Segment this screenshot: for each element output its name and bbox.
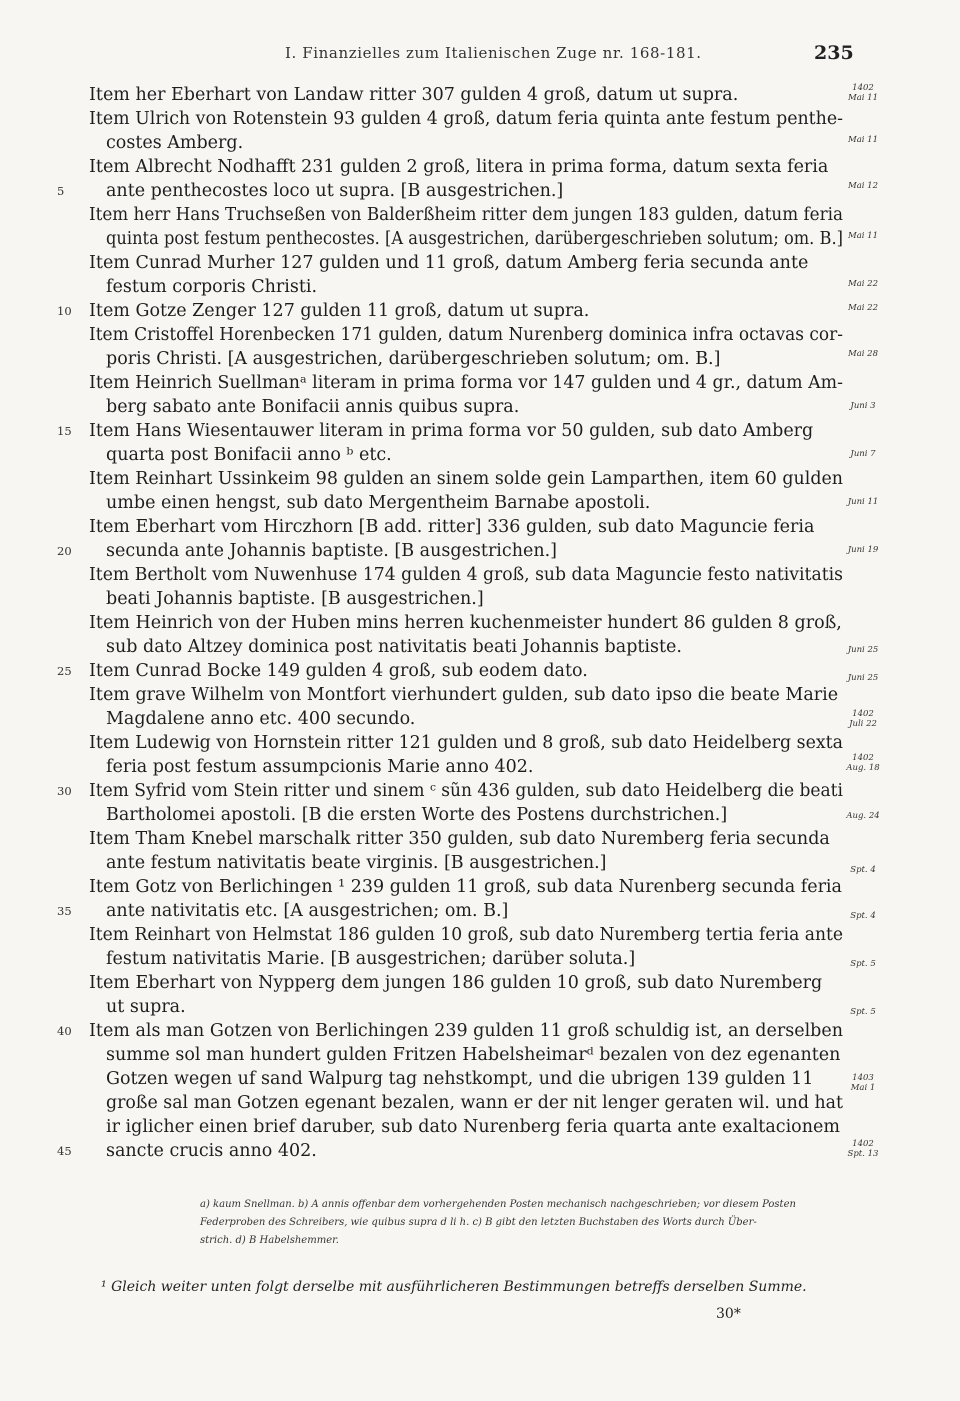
line-text: summe sol man hundert gulden Fritzen Habelsheimarᵈ bezalen von dez egenanten [106, 1045, 841, 1065]
line-text: Item als man Gotzen von Berlichingen 239 gulden 11 groß schuldig ist, an derselben [89, 1021, 843, 1041]
line-text: secunda ante Johannis baptiste. [B ausgestrichen.] [106, 541, 557, 561]
margin-date: Mai 12 [847, 181, 878, 191]
text-line [0, 1092, 960, 1115]
margin-date: Spt. 5 [850, 959, 876, 969]
page-header [0, 44, 960, 70]
margin-date: Mai 11 [847, 231, 878, 241]
line-number: 20 [57, 544, 72, 558]
footnote-line: strich. d) B Habelshemmer. [200, 1235, 339, 1246]
line-text: quinta post festum penthecostes. [A ausgestrichen, darübergeschrieben solutum; om. B.] [106, 229, 843, 249]
text-line [0, 276, 960, 299]
text-line [0, 540, 960, 563]
margin-date: Juni 3 [850, 401, 876, 411]
text-line [0, 420, 960, 443]
text-line [0, 1116, 960, 1139]
line-text: festum corporis Christi. [106, 277, 318, 297]
text-line [0, 924, 960, 947]
text-line [0, 1044, 960, 1067]
line-number: 5 [57, 184, 65, 198]
line-text: Item Heinrich von der Huben mins herren kuchenmeister hundert 86 gulden 8 groß, [89, 613, 842, 633]
line-number: 25 [57, 664, 72, 678]
line-text: Item Reinhart von Helmstat 186 gulden 10 groß, sub dato Nuremberg tertia feria ante [89, 925, 843, 945]
page-number: 235 [814, 42, 854, 64]
text-line [0, 708, 960, 731]
text-line [0, 948, 960, 971]
line-text: Item Ludewig von Hornstein ritter 121 gulden und 8 groß, sub dato Heidelberg sexta [89, 733, 843, 753]
margin-date: 1402 Juli 22 [849, 709, 877, 729]
text-line [0, 468, 960, 491]
line-text: große sal man Gotzen egenant bezalen, wann er der nit lenger geraten wil. und hat [106, 1093, 843, 1113]
text-line [0, 1020, 960, 1043]
text-line [0, 132, 960, 155]
line-text: Item Reinhart Ussinkeim 98 gulden an sinem solde gein Lamparthen, item 60 gulden [89, 469, 843, 489]
margin-date: Juni 25 [847, 673, 879, 683]
text-line [0, 492, 960, 515]
text-line [0, 684, 960, 707]
margin-date: 1402 Mai 11 [847, 83, 878, 103]
line-text: Gotzen wegen uf sand Walpurg tag nehstkompt, und die ubrigen 139 gulden 11 [106, 1069, 814, 1089]
text-line [0, 348, 960, 371]
text-line [0, 1140, 960, 1163]
line-number: 30 [57, 784, 72, 798]
line-text: berg sabato ante Bonifacii annis quibus supra. [106, 397, 520, 417]
text-line [0, 300, 960, 323]
text-line [0, 732, 960, 755]
line-text: ante nativitatis etc. [A ausgestrichen; om. B.] [106, 901, 509, 921]
line-number: 10 [57, 304, 72, 318]
margin-date: Juni 19 [847, 545, 879, 555]
line-text: poris Christi. [A ausgestrichen, darübergeschrieben solutum; om. B.] [106, 349, 721, 369]
line-text: Item Cunrad Bocke 149 gulden 4 groß, sub eodem dato. [89, 661, 588, 681]
apparatus-footnotes [200, 1196, 840, 1250]
margin-date: Juni 7 [850, 449, 876, 459]
line-text: Item Gotz von Berlichingen ¹ 239 gulden 11 groß, sub data Nurenberg secunda feria [89, 877, 842, 897]
margin-date: Aug. 24 [846, 811, 880, 821]
text-line [0, 972, 960, 995]
line-text: sub dato Altzey dominica post nativitatis beati Johannis baptiste. [106, 637, 682, 657]
line-text: costes Amberg. [106, 133, 244, 153]
line-text: ante penthecostes loco ut supra. [B ausgestrichen.] [106, 181, 564, 201]
text-line [0, 108, 960, 131]
line-text: sancte crucis anno 402. [106, 1141, 317, 1161]
line-text: Item Gotze Zenger 127 gulden 11 groß, datum ut supra. [89, 301, 590, 321]
line-text: Item grave Wilhelm von Montfort vierhundert gulden, sub dato ipso die beate Marie [89, 685, 839, 705]
line-text: Item Eberhart von Nypperg dem jungen 186 gulden 10 groß, sub dato Nuremberg [89, 973, 823, 993]
margin-date: Juni 11 [847, 497, 879, 507]
text-line [0, 372, 960, 395]
line-text: Item Heinrich Suellmanᵃ literam in prima forma vor 147 gulden und 4 gr., datum Am- [89, 373, 843, 393]
text-line [0, 660, 960, 683]
line-text: Item Ulrich von Rotenstein 93 gulden 4 groß, datum feria quinta ante festum penthe- [89, 109, 843, 129]
text-line [0, 900, 960, 923]
line-number: 40 [57, 1024, 72, 1038]
text-line [0, 324, 960, 347]
text-line [0, 84, 960, 107]
margin-date: 1402 Spt. 13 [847, 1139, 879, 1159]
text-line [0, 564, 960, 587]
margin-date: 1402 Aug. 18 [846, 753, 880, 773]
margin-date: Juni 25 [847, 645, 879, 655]
line-text: Bartholomei apostoli. [B die ersten Worte des Postens durchstrichen.] [106, 805, 728, 825]
running-title: I. Finanzielles zum Italienischen Zuge nr. 168-181. [285, 44, 702, 62]
margin-date: 1403 Mai 1 [850, 1073, 876, 1093]
margin-date: Spt. 4 [850, 865, 876, 875]
line-text: ir iglicher einen brief daruber, sub dato Nurenberg feria quarta ante exaltacionem [106, 1117, 840, 1137]
line-text: Item Cristoffel Horenbecken 171 gulden, datum Nurenberg dominica infra octavas cor- [89, 325, 843, 345]
margin-date: Mai 22 [847, 279, 878, 289]
text-line [0, 828, 960, 851]
line-text: Item Tham Knebel marschalk ritter 350 gulden, sub dato Nuremberg feria secunda [89, 829, 830, 849]
line-text: Item Hans Wiesentauwer literam in prima forma vor 50 gulden, sub dato Amberg [89, 421, 814, 441]
line-text: quarta post Bonifacii anno ᵇ etc. [106, 445, 392, 465]
text-line [0, 753, 960, 779]
line-text: Magdalene anno etc. 400 secundo. [106, 709, 416, 729]
margin-date: Mai 22 [847, 303, 878, 313]
text-line [0, 876, 960, 899]
text-line [0, 636, 960, 659]
text-line [0, 444, 960, 467]
text-line [0, 396, 960, 419]
text-line [0, 156, 960, 179]
text-line [0, 1068, 960, 1091]
text-line [0, 612, 960, 635]
line-text: feria post festum assumpcionis Marie anno 402. [106, 757, 534, 777]
line-number: 35 [57, 904, 72, 918]
text-line [0, 228, 960, 251]
line-text: Item her Eberhart von Landaw ritter 307 gulden 4 groß, datum ut supra. [89, 85, 739, 105]
text-line [0, 852, 960, 875]
line-text: umbe einen hengst, sub dato Mergentheim Barnabe apostoli. [106, 493, 651, 513]
margin-date: Spt. 4 [850, 911, 876, 921]
line-text: ut supra. [106, 997, 186, 1017]
line-text: Item Cunrad Murher 127 gulden und 11 groß, datum Amberg feria secunda ante [89, 253, 809, 273]
text-line [0, 996, 960, 1019]
text-line [0, 588, 960, 611]
margin-date: Mai 11 [847, 135, 878, 145]
margin-date: Mai 28 [847, 349, 878, 359]
line-text: beati Johannis baptiste. [B ausgestrichen.] [106, 589, 484, 609]
text-line [0, 180, 960, 203]
line-text: Item herr Hans Truchseßen von Balderßheim ritter dem jungen 183 gulden, datum feria [89, 205, 843, 225]
footnote-line: Federproben des Schreibers, wie quibus supra d li h. c) B gibt den letzten Buchstaben des Worts durch Über- [200, 1217, 757, 1228]
text-line [0, 252, 960, 275]
text-line [0, 780, 960, 803]
text-line [0, 204, 960, 227]
margin-date: Spt. 5 [850, 1007, 876, 1017]
text-line [0, 804, 960, 827]
line-number: 45 [57, 1144, 72, 1158]
text-line [0, 516, 960, 539]
line-text: Item Bertholt vom Nuwenhuse 174 gulden 4 groß, sub data Maguncie festo nativitatis [89, 565, 843, 585]
line-number: 15 [57, 424, 72, 438]
line-text: ante festum nativitatis beate virginis. [B ausgestrichen.] [106, 853, 607, 873]
footnote-line: a) kaum Snellman. b) A annis offenbar dem vorhergehenden Posten mechanisch nachgeschrieben; vor diesem Posten [200, 1199, 796, 1210]
bottom-footnote: ¹ Gleich weiter unten folgt derselbe mit ausführlicheren Bestimmungen betreffs derselben Summe. [101, 1279, 807, 1295]
line-text: Item Syfrid vom Stein ritter und sinem ᶜ sũn 436 gulden, sub dato Heidelberg die beati [89, 781, 843, 801]
line-text: festum nativitatis Marie. [B ausgestrichen; darüber soluta.] [106, 949, 636, 969]
line-text: Item Albrecht Nodhafft 231 gulden 2 groß, litera in prima forma, datum sexta feria [89, 157, 829, 177]
line-text: Item Eberhart vom Hirczhorn [B add. ritter] 336 gulden, sub dato Maguncie feria [89, 517, 815, 537]
signature-mark: 30* [716, 1306, 741, 1322]
